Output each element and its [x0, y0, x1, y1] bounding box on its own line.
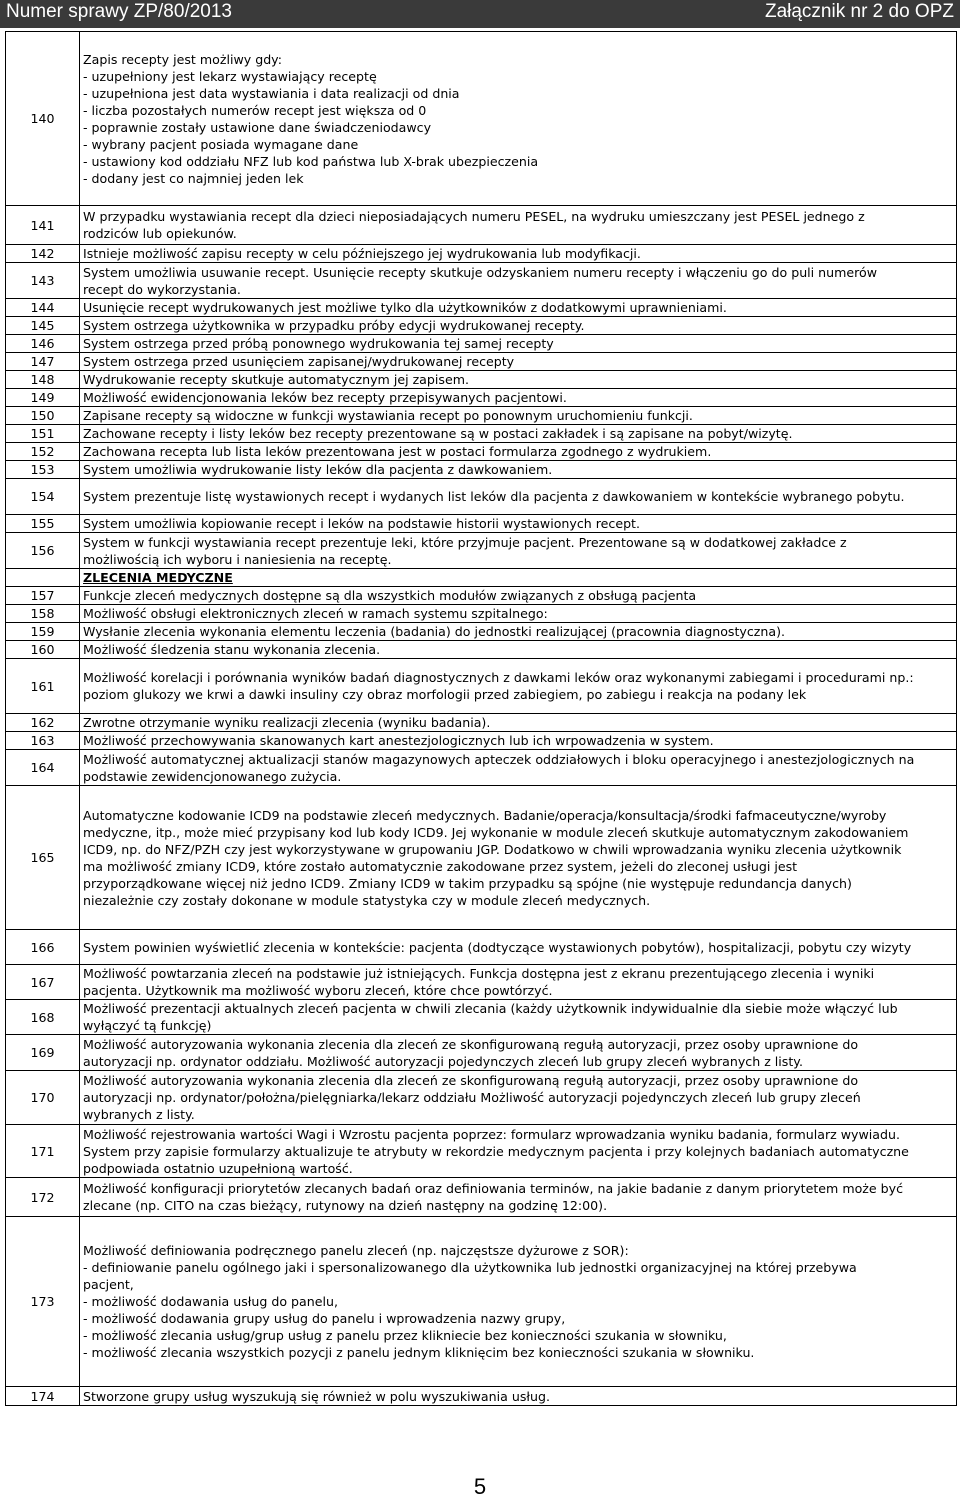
- requirement-row: [6, 1178, 957, 1217]
- text-line: Usunięcie recept wydrukowanych jest możliwe tylko dla użytkowników z dodatkowymi uprawnieniami.: [83, 300, 727, 315]
- requirement-row: [6, 1387, 957, 1406]
- text-line: Zwrotne otrzymanie wyniku realizacji zlecenia (wyniku badania).: [83, 715, 491, 730]
- text-line: - liczba pozostałych numerów recept jest większa od 0: [83, 102, 427, 118]
- text-line: System umożliwia kopiowanie recept i leków na podstawie historii wystawionych recept.: [83, 516, 641, 531]
- requirement-text: [80, 750, 957, 786]
- requirement-row: [6, 263, 957, 299]
- requirement-text: [80, 299, 957, 317]
- text-line: Możliwość ewidencjonowania leków bez recepty przepisywanych pacjentowi.: [83, 390, 567, 405]
- requirement-text: [80, 245, 957, 263]
- requirement-number: 143: [6, 263, 80, 299]
- requirement-text: [80, 515, 957, 533]
- requirement-row: [6, 335, 957, 353]
- requirement-number: 156: [6, 533, 80, 569]
- attachment-label: Załącznik nr 2 do OPZ: [764, 1, 954, 22]
- text-line: ZLECENIA MEDYCZNE: [83, 570, 233, 585]
- text-line: Możliwość autoryzowania wykonania zlecenia dla zleceń ze skonfigurowaną regułą autoryzacji, przez osoby uprawnione do: [83, 1036, 859, 1052]
- requirement-text: [80, 786, 957, 930]
- requirement-text: [80, 714, 957, 732]
- text-line: Zapisane recepty są widoczne w funkcji wystawiania recept po ponownym uruchomieniu funkcji.: [83, 408, 693, 423]
- requirement-row: [6, 605, 957, 623]
- requirement-row: [6, 443, 957, 461]
- text-line: przyporządkowane więcej niż jedno ICD9. Zmiany ICD9 w takim przypadku są spójne (nie występuje redundancja danych): [83, 875, 852, 891]
- text-line: System umożliwia wydrukowanie listy leków dla pacjenta z dawkowaniem.: [83, 462, 553, 477]
- requirement-number: 145: [6, 317, 80, 335]
- requirement-number: 157: [6, 587, 80, 605]
- requirement-row: [6, 965, 957, 1000]
- requirement-number: 154: [6, 479, 80, 515]
- requirement-text: [80, 335, 957, 353]
- requirement-row: [6, 1035, 957, 1071]
- requirement-number: 170: [6, 1071, 80, 1125]
- text-line: Wydrukowanie recepty skutkuje automatycznym jej zapisem.: [83, 372, 469, 387]
- requirement-number: 149: [6, 389, 80, 407]
- requirement-number: [6, 569, 80, 587]
- text-line: medyczne, itp., może mieć przypisany kod lub kody ICD9. Jej wykonanie w module zleceń skutkuje automatycznym zakodowaniem: [83, 824, 909, 840]
- requirement-number: 163: [6, 732, 80, 750]
- requirement-text: [80, 206, 957, 245]
- requirement-number: 161: [6, 659, 80, 714]
- text-line: pacjent,: [83, 1277, 134, 1292]
- text-line: rodziców lub opiekunów.: [83, 226, 237, 241]
- section-header-row: [6, 569, 957, 587]
- requirement-text: [80, 732, 957, 750]
- text-line: Możliwość przechowywania skanowanych kart anestezjologicznych lub ich wrpowadzenia w system.: [83, 733, 714, 748]
- requirement-text: [80, 930, 957, 965]
- requirement-number: 171: [6, 1125, 80, 1178]
- requirement-row: [6, 515, 957, 533]
- text-line: - ustawiony kod oddziału NFZ lub kod państwa lub X-brak ubezpieczenia: [83, 153, 539, 169]
- text-line: Możliwość autoryzowania wykonania zlecenia dla zleceń ze skonfigurowaną regułą autoryzacji, przez osoby uprawnione do: [83, 1073, 859, 1088]
- text-line: - możliwość zlecania wszystkich pozycji z panelu jednym kliknięcim bez konieczności szukania w słowniku.: [83, 1345, 755, 1360]
- page-number: 5: [473, 1474, 487, 1499]
- requirement-text: [80, 371, 957, 389]
- text-line: Możliwość korelacji i porównania wyników badań diagnostycznych z dawkami leków oraz wykonanymi zabiegami i procedurami np.:: [83, 670, 914, 685]
- requirement-row: [6, 317, 957, 335]
- requirement-number: 160: [6, 641, 80, 659]
- text-line: - poprawnie zostały ustawione dane świadczeniodawcy: [83, 119, 432, 135]
- text-line: Możliwość rejestrowania wartości Wagi i Wzrostu pacjenta poprzez: formularz wprowadzania wyniku badania, formularz wywiadu.: [83, 1126, 900, 1142]
- text-line: Zachowana recepta lub lista leków prezentowana jest w postaci formularza zgodnego z wydrukiem.: [83, 444, 712, 459]
- requirement-text: [80, 317, 957, 335]
- requirement-text: [80, 1000, 957, 1035]
- text-line: autoryzacji np. ordynator/położna/pielęgniarka/lekarz oddziału Możliwość autoryzacji pojedynczych zleceń lub grupy zleceń: [83, 1090, 861, 1105]
- requirement-text: [80, 443, 957, 461]
- requirement-row: [6, 1071, 957, 1125]
- requirement-number: 174: [6, 1387, 80, 1406]
- text-line: System przy zapisie formularzy aktualizuje te atrybuty w rekordzie medycznym pacjenta i przy kolejnych badaniach automatyczne: [83, 1143, 909, 1159]
- text-line: - uzupełniona jest data wystawiania i data realizacji od dnia: [83, 85, 460, 101]
- text-line: Możliwość obsługi elektronicznych zleceń w ramach systemu szpitalnego:: [83, 606, 548, 621]
- text-line: System ostrzega użytkownika w przypadku próby edycji wydrukowanej recepty.: [83, 318, 585, 333]
- requirement-number: 148: [6, 371, 80, 389]
- text-line: System ostrzega przed próbą ponownego wydrukowania tej samej recepty: [83, 336, 554, 351]
- requirement-row: [6, 389, 957, 407]
- text-line: recept do wykorzystania.: [83, 281, 241, 297]
- text-line: pacjenta. Użytkownik ma możliwość wyboru zleceń, które chce powtórzyć.: [83, 983, 553, 998]
- requirement-number: 146: [6, 335, 80, 353]
- text-line: W przypadku wystawiania recept dla dzieci nieposiadających numeru PESEL, na wydruku umieszczany jest PESEL jednego z: [83, 209, 865, 224]
- requirement-text: [80, 1035, 957, 1071]
- text-line: Istnieje możliwość zapisu recepty w celu późniejszego jej wydrukowania lub modyfikacji.: [83, 246, 641, 261]
- text-line: Stworzone grupy usług wyszukują się również w polu wyszukiwania usług.: [83, 1388, 550, 1404]
- text-line: Zapis recepty jest możliwy gdy:: [83, 51, 282, 67]
- requirement-row: [6, 587, 957, 605]
- requirement-row: [6, 1125, 957, 1178]
- text-line: podstawie zewidencjonowanego zużycia.: [83, 768, 342, 784]
- text-line: Możliwość konfiguracji priorytetów zlecanych badań oraz definiowania terminów, na jakie badanie z danym priorytetem może być: [83, 1181, 904, 1196]
- text-line: Wysłanie zlecenia wykonania elementu leczenia (badania) do jednostki realizującej (pracownia diagnostyczna).: [83, 624, 786, 639]
- requirement-row: [6, 461, 957, 479]
- requirement-text: [80, 659, 957, 714]
- text-line: Automatyczne kodowanie ICD9 na podstawie zleceń medycznych. Badanie/operacja/konsultacja/środki fafmaceutyczne/wyroby: [83, 807, 887, 823]
- requirement-text: [80, 353, 957, 371]
- requirement-text: [80, 425, 957, 443]
- requirement-number: 167: [6, 965, 80, 1000]
- text-line: wyłączyć tą funkcję): [83, 1018, 212, 1033]
- requirement-text: [80, 407, 957, 425]
- requirement-text: [80, 965, 957, 1000]
- requirement-text: [80, 1217, 957, 1387]
- requirement-number: 158: [6, 605, 80, 623]
- requirement-number: 153: [6, 461, 80, 479]
- requirement-row: [6, 407, 957, 425]
- requirement-number: 159: [6, 623, 80, 641]
- requirement-text: [80, 1125, 957, 1178]
- text-line: Możliwość śledzenia stanu wykonania zlecenia.: [83, 642, 381, 657]
- requirement-row: [6, 533, 957, 569]
- text-line: możliwością ich wyboru i naniesienia na receptę.: [83, 551, 392, 567]
- text-line: System w funkcji wystawiania recept prezentuje leki, które przyjmuje pacjent. Prezentowane są w dodatkowej zakładce z: [83, 534, 847, 550]
- text-line: - uzupełniony jest lekarz wystawiający receptę: [83, 68, 377, 84]
- text-line: podpowiada ostatnio uzupełnioną wartość.: [83, 1160, 353, 1176]
- requirement-row: [6, 750, 957, 786]
- text-line: - dodany jest co najmniej jeden lek: [83, 170, 304, 186]
- requirement-text: [80, 1387, 957, 1406]
- requirement-number: 152: [6, 443, 80, 461]
- case-number: Numer sprawy ZP/80/2013: [6, 1, 232, 22]
- requirement-text: [80, 263, 957, 299]
- text-line: ma możliwość zmiany ICD9, które zostało automatycznie zakodowane przez system, jeżeli do zleconej usługi jest: [83, 858, 798, 874]
- text-line: Możliwość definiowania podręcznego panelu zleceń (np. najczęstsze dyżurowe z SOR):: [83, 1243, 629, 1258]
- text-line: - możliwość dodawania grupy usług do panelu i wprowadzenia nazwy grupy,: [83, 1311, 566, 1326]
- text-line: System powinien wyświetlić zlecenia w kontekście: pacjenta (dodtyczące wystawionych pobytów), hospitalizacji, pobytu czy wizyty: [83, 939, 912, 955]
- requirement-row: [6, 1217, 957, 1387]
- requirement-text: [80, 32, 957, 206]
- text-line: - wybrany pacjent posiada wymagane dane: [83, 136, 359, 152]
- text-line: niezależnie czy zostały dokonane w module statystyka czy w module zleceń medycznych.: [83, 892, 651, 908]
- requirement-text: [80, 389, 957, 407]
- text-line: wybranych z listy.: [83, 1107, 195, 1122]
- text-line: System prezentuje listę wystawionych recept i wydanych list leków dla pacjenta z dawkowaniem w kontekście wybranego pobytu.: [83, 489, 905, 504]
- requirement-text: [80, 623, 957, 641]
- requirement-text: [80, 641, 957, 659]
- requirement-row: [6, 659, 957, 714]
- requirement-row: [6, 714, 957, 732]
- text-line: poziom glukozy we krwi a dawki insuliny czy obraz morfologii przed zabiegiem, po zabiegu i reakcja na podany lek: [83, 687, 807, 702]
- requirement-number: 173: [6, 1217, 80, 1387]
- requirement-text: [80, 461, 957, 479]
- requirement-text: [80, 1178, 957, 1217]
- text-line: Zachowane recepty i listy leków bez recepty prezentowane są w postaci zakładek i są zapisane na pobyt/wizytę.: [83, 426, 793, 441]
- requirement-row: [6, 425, 957, 443]
- requirement-number: 141: [6, 206, 80, 245]
- text-line: Funkcje zleceń medycznych dostępne są dla wszystkich modułów związanych z obsługą pacjenta: [83, 588, 697, 603]
- requirement-text: [80, 605, 957, 623]
- text-line: System umożliwia usuwanie recept. Usunięcie recepty skutkuje odzyskaniem numeru recepty i włączeniu go do puli numerów: [83, 264, 878, 280]
- requirement-number: 168: [6, 1000, 80, 1035]
- text-line: System ostrzega przed usunięciem zapisanej/wydrukowanej recepty: [83, 354, 515, 369]
- requirement-row: [6, 32, 957, 206]
- text-line: - definiowanie panelu ogólnego jaki i spersonalizowanego dla użytkownika lub jednostki organizacyjnej na której przebywa: [83, 1260, 857, 1275]
- requirement-number: 151: [6, 425, 80, 443]
- text-line: autoryzacji np. ordynator oddziału. Możliwość autoryzacji pojedynczych zleceń lub grupy zleceń wybranych z listy.: [83, 1053, 803, 1069]
- requirement-row: [6, 299, 957, 317]
- requirement-number: 165: [6, 786, 80, 930]
- requirement-row: [6, 786, 957, 930]
- text-line: Możliwość prezentacji aktualnych zleceń pacjenta w chwili zlecania (każdy użytkownik indywidualnie dla siebie może włączyć lub: [83, 1001, 898, 1016]
- requirement-row: [6, 371, 957, 389]
- requirement-number: 164: [6, 750, 80, 786]
- text-line: Możliwość powtarzania zleceń na podstawie już istniejących. Funkcja dostępna jest z ekranu prezentującego zlecenia i wyniki: [83, 966, 875, 981]
- text-line: - możliwość zlecania usług/grup usług z panelu przez klikniecie bez konieczności szukania w słowniku,: [83, 1328, 727, 1343]
- text-line: - możliwość dodawania usług do panelu,: [83, 1294, 338, 1309]
- requirement-row: [6, 479, 957, 515]
- requirement-row: [6, 1000, 957, 1035]
- text-line: zlecane (np. CITO na czas bieżący, rutynowy na dzień następny na godzinę 12:00).: [83, 1198, 608, 1213]
- requirement-number: 162: [6, 714, 80, 732]
- requirement-number: 140: [6, 32, 80, 206]
- requirement-number: 150: [6, 407, 80, 425]
- requirement-text: [80, 587, 957, 605]
- requirement-row: [6, 353, 957, 371]
- requirement-row: [6, 623, 957, 641]
- requirement-text: [80, 1071, 957, 1125]
- requirement-row: [6, 641, 957, 659]
- text-line: Możliwość automatycznej aktualizacji stanów magazynowych apteczek oddziałowych i bloku operacyjnego i anestezjologicznych na: [83, 751, 915, 767]
- text-line: ICD9, np. do NFZ/PZH czy jest wykorzystywane w grupowaniu JGP. Dodatkowo w chwili wprowadzania wyniku zlecenia użytkownik: [83, 841, 902, 857]
- requirement-text: [80, 533, 957, 569]
- requirement-row: [6, 206, 957, 245]
- requirement-text: [80, 479, 957, 515]
- requirement-number: 142: [6, 245, 80, 263]
- requirement-number: 155: [6, 515, 80, 533]
- requirement-number: 172: [6, 1178, 80, 1217]
- requirement-row: [6, 732, 957, 750]
- requirement-number: 166: [6, 930, 80, 965]
- requirement-row: [6, 245, 957, 263]
- section-title: [80, 569, 957, 587]
- requirement-number: 169: [6, 1035, 80, 1071]
- requirement-number: 144: [6, 299, 80, 317]
- requirements-table: [5, 31, 957, 1406]
- page-header: [0, 0, 960, 28]
- requirement-row: [6, 930, 957, 965]
- requirement-number: 147: [6, 353, 80, 371]
